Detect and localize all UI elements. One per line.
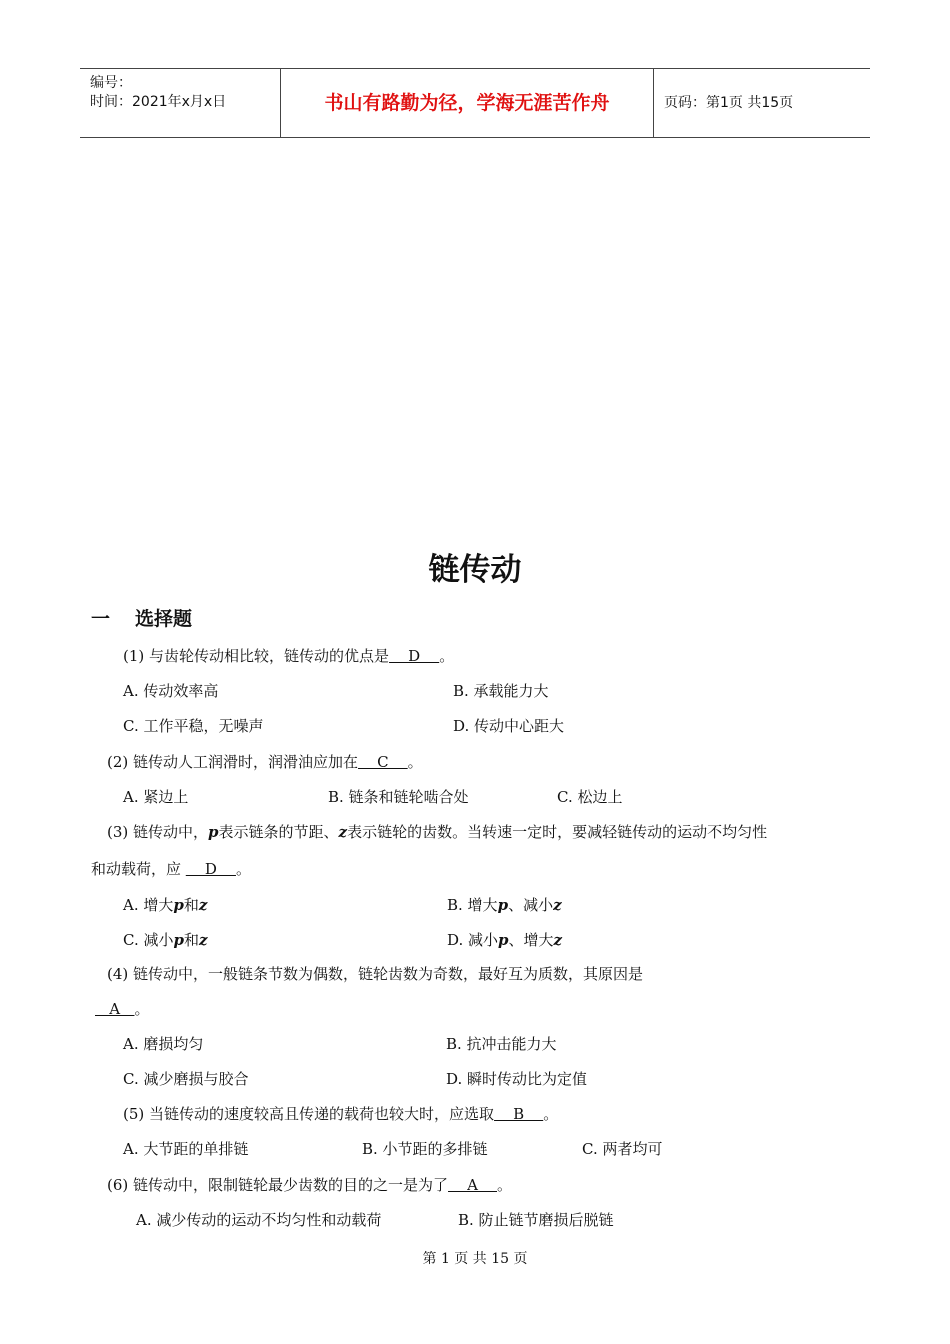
option-a — [123, 894, 207, 915]
question-text: 表示链条的节距、 — [218, 823, 339, 841]
punctuation: 。 — [407, 753, 423, 771]
section-heading — [91, 604, 192, 631]
section-number: 一 — [91, 608, 111, 630]
option-text: A. 增大 — [123, 896, 174, 914]
option-text: 、减小 — [508, 896, 554, 914]
question-6-stem — [107, 1174, 512, 1195]
question-4-answer-line — [95, 998, 149, 1019]
punctuation: 。 — [543, 1105, 559, 1123]
question-2-stem — [107, 751, 423, 772]
answer-blank: A — [95, 1000, 135, 1018]
document-title: 链传动 — [428, 552, 522, 588]
serial-label: 编号： — [90, 75, 132, 91]
var-p: p — [497, 896, 509, 914]
var-z: z — [338, 823, 348, 841]
question-text: (2) 链传动人工润滑时，润滑油应加在 — [107, 753, 359, 771]
option-a: A. 大节距的单排链 — [123, 1140, 249, 1158]
answer-blank: D — [389, 647, 440, 665]
option-d: D. 瞬时传动比为定值 — [446, 1070, 588, 1088]
option-text: 、增大 — [508, 931, 554, 949]
var-p: p — [208, 823, 219, 841]
header-page-info: 页码：第1页 共15页 — [664, 95, 794, 111]
option-text: C. 减小 — [123, 931, 174, 949]
question-text: 和动载荷，应 — [91, 860, 186, 878]
question-text: 表示链轮的齿数。当转速一定时，要减轻链传动的运动不均匀性 — [347, 823, 768, 841]
option-d — [447, 929, 562, 950]
option-text: D. 减小 — [447, 931, 499, 949]
option-b: B. 链条和链轮啮合处 — [328, 788, 469, 806]
question-text: (3) 链传动中， — [107, 823, 209, 841]
var-z: z — [553, 931, 563, 949]
page-header — [80, 68, 870, 138]
option-a: A. 传动效率高 — [123, 682, 219, 700]
option-a: A. 磨损均匀 — [123, 1035, 204, 1053]
header-info-cell — [80, 69, 281, 137]
var-z: z — [553, 896, 562, 914]
punctuation: 。 — [439, 647, 455, 665]
question-text: (5) 当链传动的速度较高且传递的载荷也较大时，应选取 — [123, 1105, 495, 1123]
header-motto: 书山有路勤为径，学海无涯苦作舟 — [281, 69, 654, 137]
question-4-stem: (4) 链传动中，一般链条节数为偶数，链轮齿数为奇数，最好互为质数，其原因是 — [107, 965, 644, 983]
var-p: p — [173, 931, 184, 949]
punctuation: 。 — [134, 1000, 150, 1018]
question-3-stem — [107, 821, 767, 842]
var-p: p — [498, 931, 509, 949]
option-c — [123, 929, 208, 950]
time-label: 时间：2021年x月x日 — [90, 94, 227, 110]
var-z: z — [198, 896, 208, 914]
option-b: B. 承载能力大 — [453, 682, 549, 700]
option-b — [447, 894, 562, 915]
answer-blank: D — [185, 860, 236, 878]
option-text: 和 — [183, 931, 199, 949]
option-a: A. 减少传动的运动不均匀性和动载荷 — [136, 1211, 382, 1229]
answer-blank: B — [494, 1105, 544, 1123]
answer-blank: A — [448, 1176, 498, 1194]
var-z: z — [199, 931, 208, 949]
option-a: A. 紧边上 — [123, 788, 189, 806]
option-text: B. 增大 — [447, 896, 498, 914]
punctuation: 。 — [497, 1176, 513, 1194]
option-c: C. 两者均可 — [582, 1140, 663, 1158]
section-label: 选择题 — [135, 608, 193, 630]
var-p: p — [173, 896, 184, 914]
option-b: B. 小节距的多排链 — [362, 1140, 488, 1158]
option-b: B. 抗冲击能力大 — [446, 1035, 557, 1053]
question-text: (6) 链传动中，限制链轮最少齿数的目的之一是为了 — [107, 1176, 449, 1194]
punctuation: 。 — [235, 860, 251, 878]
question-3-stem-cont — [91, 858, 251, 879]
page-footer: 第 1 页 共 15 页 — [422, 1251, 528, 1267]
option-c: C. 松边上 — [557, 788, 623, 806]
question-5-stem — [123, 1103, 558, 1124]
option-d: D. 传动中心距大 — [453, 717, 565, 735]
question-text: (1) 与齿轮传动相比较，链传动的优点是 — [123, 647, 390, 665]
option-c: C. 工作平稳，无噪声 — [123, 717, 264, 735]
option-text: 和 — [183, 896, 199, 914]
question-1-stem — [123, 645, 454, 666]
option-c: C. 减少磨损与胶合 — [123, 1070, 249, 1088]
answer-blank: C — [358, 753, 408, 771]
option-b: B. 防止链节磨损后脱链 — [458, 1211, 614, 1229]
